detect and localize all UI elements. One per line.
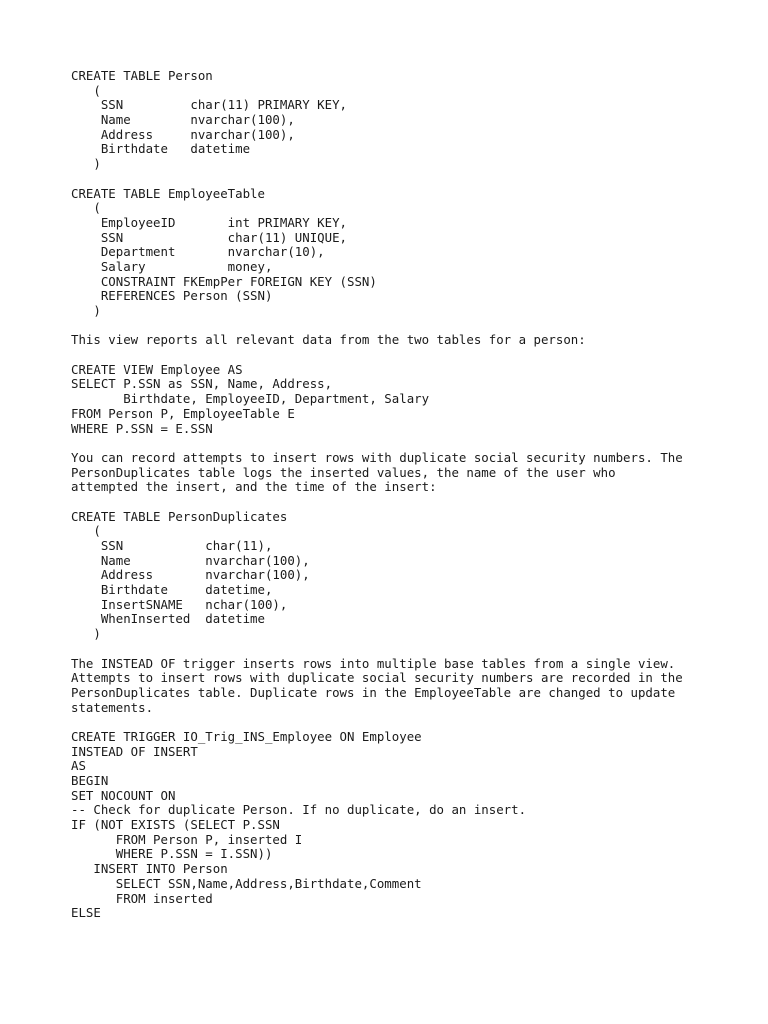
blank-line [71, 319, 731, 334]
code-line: IF (NOT EXISTS (SELECT P.SSN [71, 817, 280, 833]
code-line: CREATE TABLE EmployeeTable [71, 185, 265, 201]
code-line: INSTEAD OF INSERT [71, 743, 198, 759]
blank-line [71, 642, 731, 657]
code-line: EmployeeID int PRIMARY KEY, [71, 214, 348, 230]
prose-line: This view reports all relevant data from the two tables for a person: [71, 332, 586, 348]
code-line: Address nvarchar(100), [71, 567, 310, 583]
code-line: SELECT P.SSN as SSN, Name, Address, [71, 376, 333, 392]
code-line: SET NOCOUNT ON [71, 787, 176, 803]
blank-line [71, 172, 731, 187]
code-line: ( [71, 200, 101, 216]
code-line: CREATE TABLE PersonDuplicates [71, 508, 288, 524]
code-line: FROM Person P, inserted I [71, 831, 303, 847]
code-line: BEGIN [71, 773, 109, 788]
document-page [71, 69, 731, 921]
code-line: CREATE TRIGGER IO_Trig_INS_Employee ON Employee [71, 728, 422, 744]
code-line: Birthdate, EmployeeID, Department, Salary [71, 391, 430, 407]
code-line: ) [71, 626, 101, 642]
blank-line [71, 348, 731, 363]
code-line: FROM inserted [71, 890, 213, 906]
prose-line: PersonDuplicates table. Duplicate rows in the EmployeeTable are changed to update [71, 684, 676, 700]
code-line: CREATE TABLE Person [71, 68, 213, 83]
code-line: CONSTRAINT FKEmpPer FOREIGN KEY (SSN) [71, 273, 377, 289]
blank-line [71, 495, 731, 510]
code-line: INSERT INTO Person [71, 861, 228, 877]
code-line: FROM Person P, EmployeeTable E [71, 405, 295, 421]
code-comment-line: -- Check for duplicate Person. If no duplicate, do an insert. [71, 802, 527, 818]
prose-line: Attempts to insert rows with duplicate social security numbers are recorded in the [71, 670, 683, 686]
code-line: Address nvarchar(100), [71, 126, 295, 142]
code-line: Birthdate datetime, [71, 582, 273, 598]
prose-line: The INSTEAD OF trigger inserts rows into multiple base tables from a single view. [71, 655, 676, 671]
code-line: WhenInserted datetime [71, 611, 265, 627]
code-line: Salary money, [71, 258, 273, 274]
code-line: InsertSNAME nchar(100), [71, 596, 288, 612]
code-line: ( [71, 523, 101, 539]
blank-line [71, 436, 731, 451]
code-line: Department nvarchar(10), [71, 244, 325, 260]
code-line: ) [71, 303, 101, 318]
code-line: ( [71, 82, 101, 98]
prose-line: You can record attempts to insert rows with duplicate social security numbers. The [71, 449, 683, 465]
prose-line: statements. [71, 699, 154, 715]
code-line: WHERE P.SSN = E.SSN [71, 420, 213, 436]
code-line: REFERENCES Person (SSN) [71, 288, 273, 304]
code-line: AS [71, 758, 86, 774]
code-line: Birthdate datetime [71, 141, 251, 157]
code-line: Name nvarchar(100), [71, 552, 310, 568]
prose-line: PersonDuplicates table logs the inserted values, the name of the user who [71, 464, 616, 480]
code-line: SSN char(11) PRIMARY KEY, [71, 97, 348, 113]
code-line: ) [71, 156, 101, 172]
blank-line [71, 715, 731, 730]
code-line: SSN char(11) UNIQUE, [71, 229, 348, 245]
code-line: SSN char(11), [71, 538, 273, 553]
code-line: SELECT SSN,Name,Address,Birthdate,Comment [71, 875, 422, 891]
code-line: CREATE VIEW Employee AS [71, 361, 243, 377]
code-line: WHERE P.SSN = I.SSN)) [71, 846, 273, 862]
code-line: ELSE [71, 905, 101, 921]
prose-line: attempted the insert, and the time of the insert: [71, 479, 437, 495]
code-line: Name nvarchar(100), [71, 112, 295, 128]
